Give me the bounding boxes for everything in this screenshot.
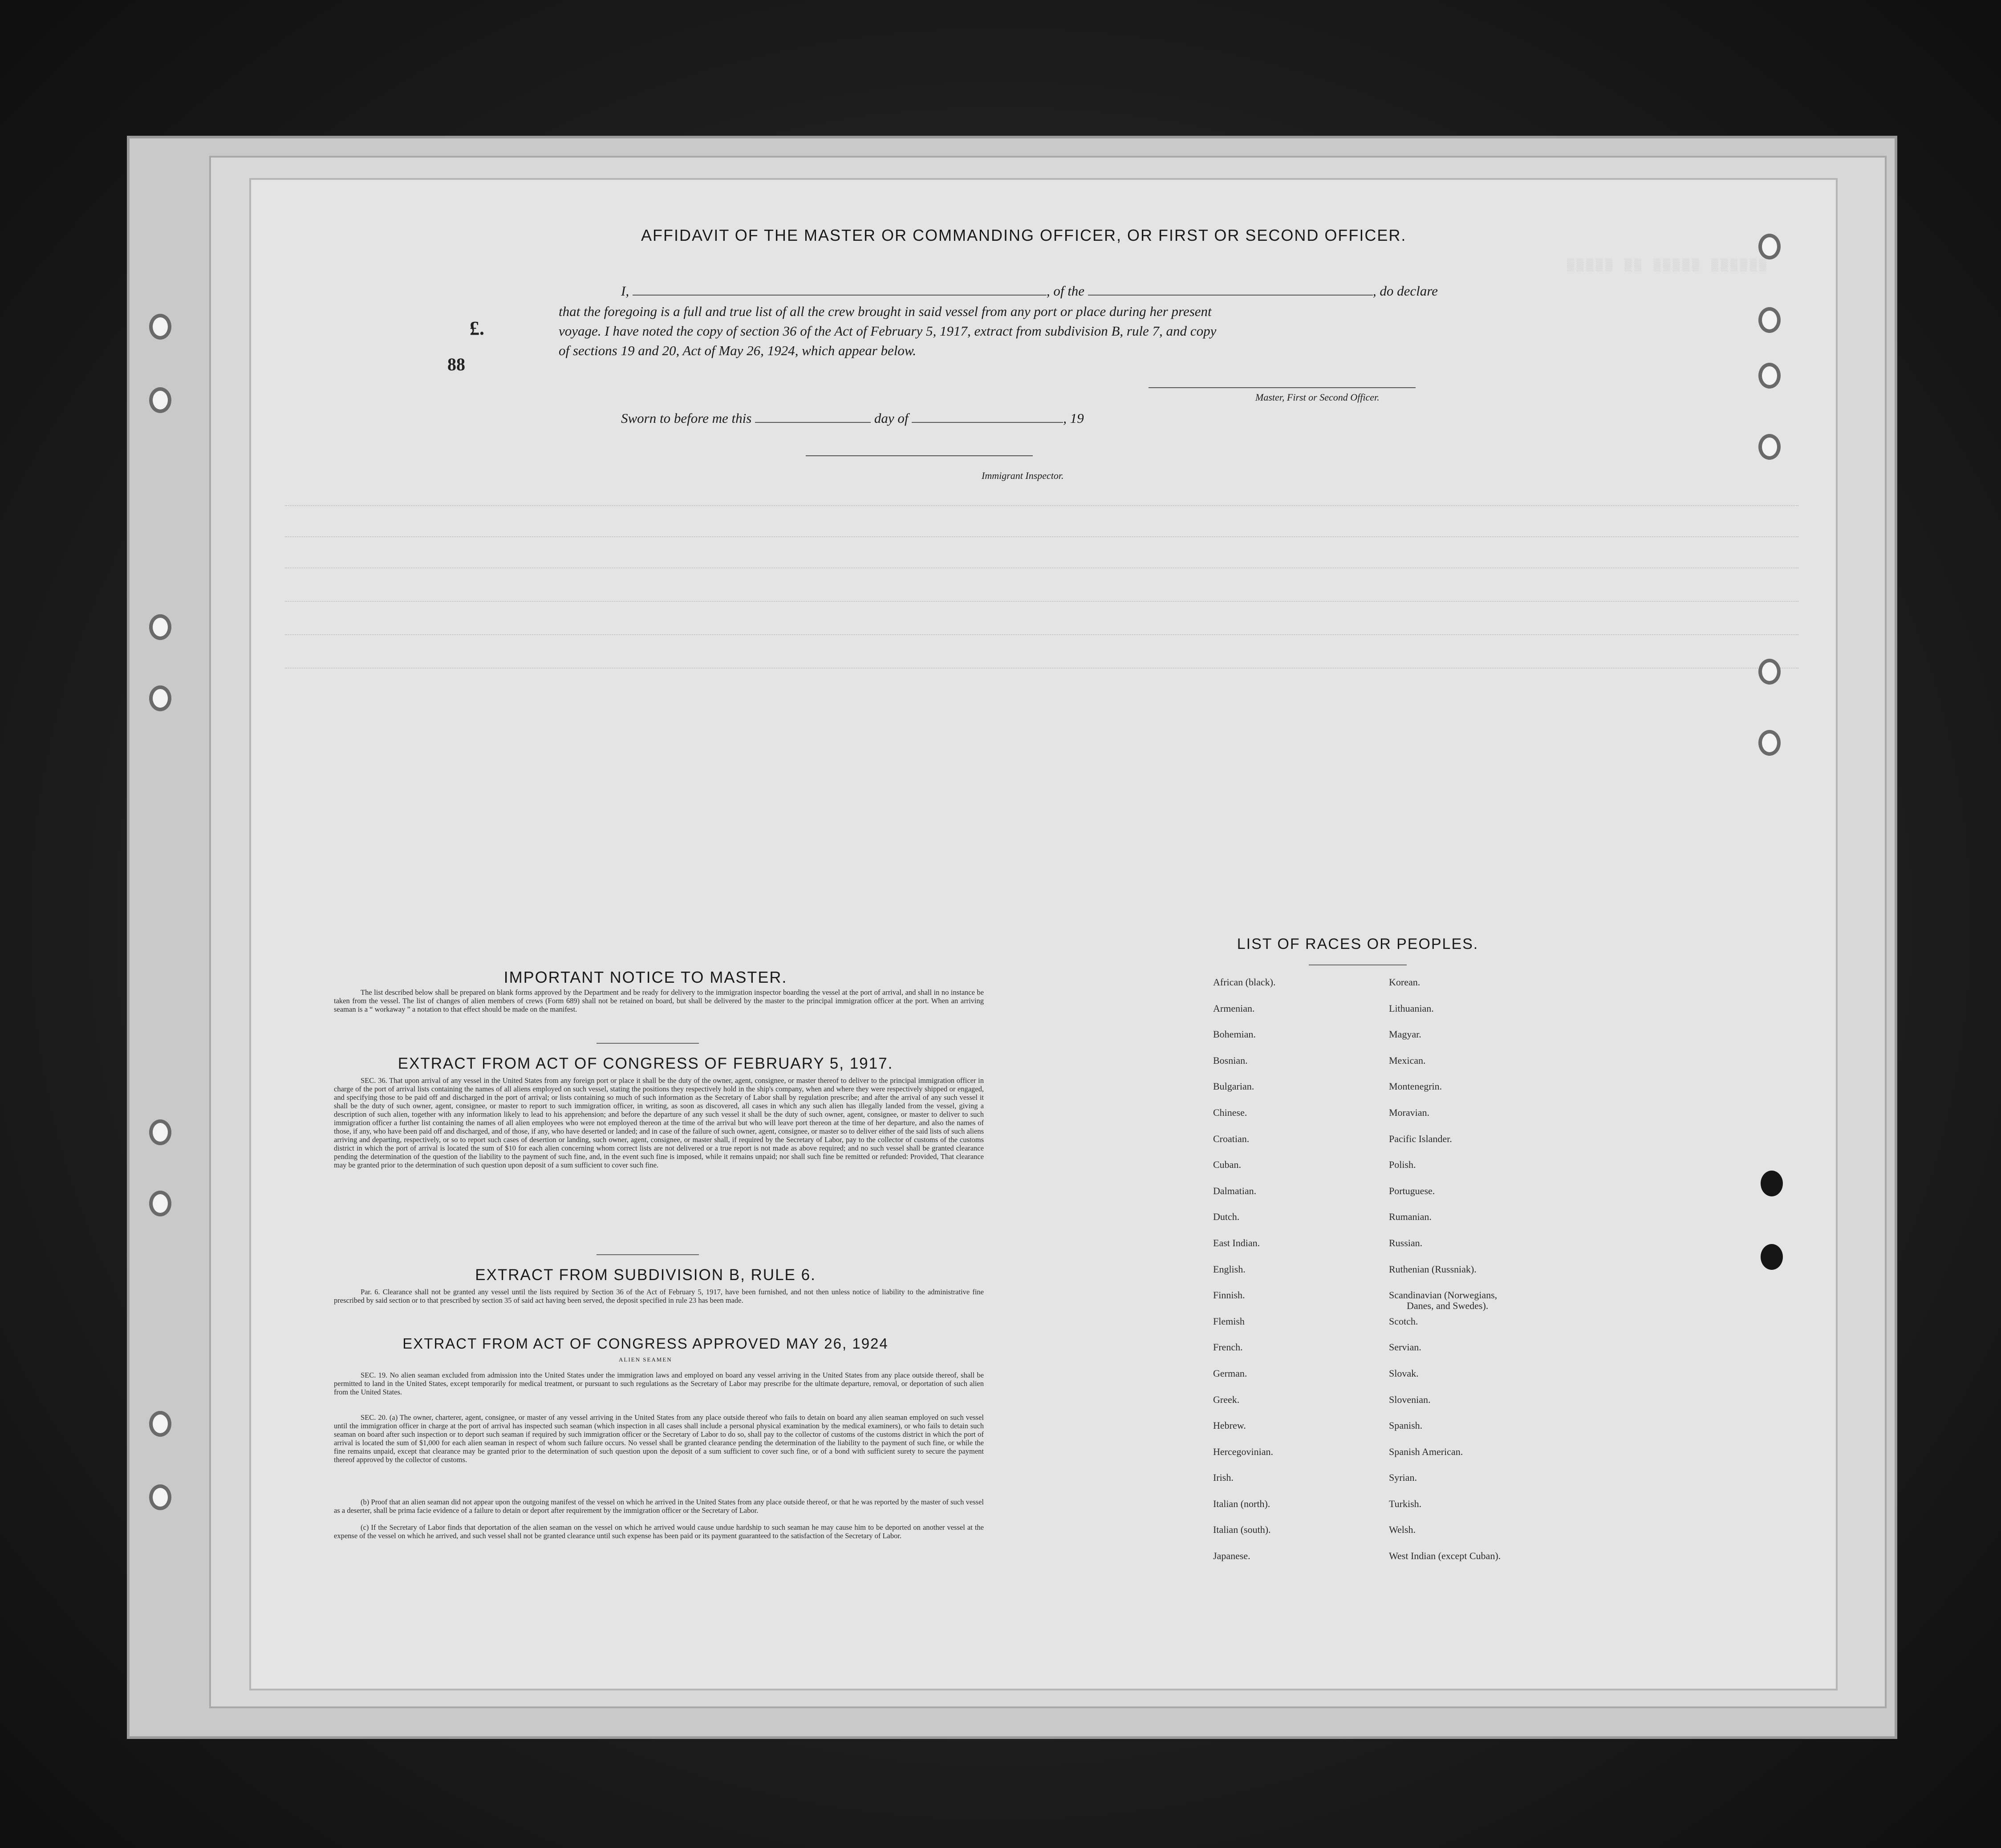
- race-item: Korean.: [1389, 977, 1421, 988]
- alien-seamen-subhead: ALIEN SEAMEN: [619, 1356, 672, 1363]
- extract-1924-sec20c: (c) If the Secretary of Labor finds that deportation of the alien seaman on the vessel on which he arrived would cause undue hardship to such seaman he may cause him to be deported on another vessel at the expense of the vessel on which he arrived, and such vessel shall not be granted clearance until such expense has been paid or its payment guaranteed to the satisfaction of the Secretary of Labor.: [334, 1523, 984, 1540]
- race-item: German.: [1213, 1367, 1247, 1379]
- race-item: Bohemian.: [1213, 1029, 1256, 1040]
- binder-hole: [1761, 1244, 1783, 1270]
- race-item: Russian.: [1389, 1237, 1423, 1248]
- binder-hole: [149, 387, 171, 413]
- extract-1924-sec19: SEC. 19. No alien seaman excluded from admission into the United States under the immigration laws and employed on board any vessel arriving in the United States from any place outside thereof, shall be permitted to land in the United States, except temporarily for medical treatment, or pursuant to such regulations as the Secretary of Labor may prescribe for the ultimate departure, removal, or deportation of such alien from the United States.: [334, 1371, 984, 1396]
- race-item: Lithuanian.: [1389, 1002, 1434, 1014]
- race-item: Moravian.: [1389, 1106, 1430, 1118]
- binder-hole: [149, 1191, 171, 1216]
- affidavit-line-4: of sections 19 and 20, Act of May 26, 1924, which appear below.: [559, 343, 917, 358]
- binder-hole: [149, 1484, 171, 1510]
- race-item: Greek.: [1213, 1394, 1240, 1405]
- sworn-month-blank: [912, 410, 1063, 423]
- binder-hole: [1758, 363, 1781, 389]
- master-signature-line: [1149, 387, 1416, 388]
- race-item: Chinese.: [1213, 1106, 1247, 1118]
- affidavit-line-1: [621, 283, 1438, 299]
- affidavit-of-the: , of the: [1046, 283, 1085, 299]
- extract-rule6-text: Par. 6. Clearance shall not be granted any vessel until the lists required by Section 36 of the Act of February 5, 1917, have been furnished, and not then unless notice of liability to the administrative fine prescribed by said section or to that prescribed by section 35 of said act having been served, the deposit specified in rule 23 has been made.: [334, 1288, 984, 1305]
- binder-hole: [1761, 1171, 1783, 1196]
- bleed-through-row: [285, 505, 1798, 506]
- race-item: English.: [1213, 1263, 1246, 1275]
- bleed-through-row: [285, 668, 1798, 669]
- races-left-column: [1213, 977, 1275, 1577]
- race-item: West Indian (except Cuban).: [1389, 1550, 1501, 1562]
- race-item: Spanish.: [1389, 1420, 1423, 1431]
- race-item: Spanish American.: [1389, 1446, 1463, 1457]
- race-item: Armenian.: [1213, 1002, 1255, 1014]
- master-caption: Master, First or Second Officer.: [1255, 392, 1380, 403]
- race-item: Cuban.: [1213, 1159, 1241, 1171]
- sworn-line: [621, 410, 1084, 426]
- race-item: Pacific Islander.: [1389, 1133, 1452, 1144]
- race-item: Croatian.: [1213, 1133, 1250, 1144]
- races-right-column: [1389, 977, 1501, 1577]
- race-item: Montenegrin.: [1389, 1081, 1442, 1092]
- race-item: Servian.: [1389, 1341, 1421, 1353]
- binder-hole: [1758, 434, 1781, 460]
- binder-hole: [149, 1119, 171, 1145]
- race-item: Finnish.: [1213, 1289, 1245, 1301]
- race-item: Flemish: [1213, 1315, 1245, 1327]
- race-item: Irish.: [1213, 1472, 1234, 1483]
- race-item: Turkish.: [1389, 1498, 1422, 1509]
- binder-hole: [149, 314, 171, 340]
- race-item: Italian (south).: [1213, 1524, 1271, 1536]
- race-item: Hebrew.: [1213, 1420, 1246, 1431]
- race-item: Japanese.: [1213, 1550, 1250, 1562]
- extract-1924-sec20b: (b) Proof that an alien seaman did not appear upon the outgoing manifest of the vessel on which he arrived in the United States from any place outside thereof, or that he was reported by the master of such vessel as a deserter, shall be prima facie evidence of a failure to detain or deport after requirement by the immigration officer or the Secretary of Labor.: [334, 1498, 984, 1515]
- handwritten-mark: 88: [447, 354, 465, 374]
- race-item: Bulgarian.: [1213, 1081, 1254, 1092]
- race-item: Slovenian.: [1389, 1394, 1431, 1405]
- race-item: Portuguese.: [1389, 1185, 1435, 1196]
- race-item: Bosnian.: [1213, 1054, 1248, 1066]
- notice-divider: [597, 1043, 699, 1044]
- binder-hole: [149, 614, 171, 640]
- bleed-through-row: [285, 601, 1798, 602]
- race-item: French.: [1213, 1341, 1243, 1353]
- affidavit-i: I,: [621, 283, 629, 299]
- race-item: Syrian.: [1389, 1472, 1417, 1483]
- name-blank: [633, 283, 1047, 296]
- day-of-label: day of: [874, 410, 909, 426]
- binder-hole: [1758, 307, 1781, 333]
- handwritten-mark: £.: [470, 317, 484, 339]
- race-item: Mexican.: [1389, 1054, 1426, 1066]
- race-item: Polish.: [1389, 1159, 1416, 1171]
- race-item-line: Danes, and Swedes).: [1407, 1300, 1489, 1312]
- sworn-label: Sworn to before me this: [621, 410, 752, 426]
- sworn-day-blank: [755, 410, 871, 423]
- extract-1917-text: SEC. 36. That upon arrival of any vessel in the United States from any foreign port or place it shall be the duty of the owner, agent, consignee, or master thereof to deliver to the principal immigration officer in charge of the port of arrival lists containing the names of all aliens employed on such vessel, stating the positions they respectively hold in the ship's company, when and where they were respectively shipped or engaged, and specifying those to be paid off and discharged in the port of arrival; or lists containing so much of such information as the Secretary of Labor shall by regulation prescribe; and after the arrival of any such vessel it shall be the duty of such owner, agent, consignee, or master to report to such immigration officer, in writing, as soon as discovered, all cases in which any such alien has illegally landed from the vessel, giving a description of such alien, together with any information likely to lead to his apprehension; and before the departure of any such vessel it shall be the duty of such owner, agent, consignee, or master to deliver to such immigration officer a further list containing the names of all alien employees who were not employed thereon at the time of the arrival but who will leave port thereon at the time of her departure, and also the names of those, if any, who have been paid off and discharged, and of those, if any, who have deserted or landed; and in case of the failure of such owner, agent, consignee, or master so to deliver either of the said lists of such aliens arriving and departing, respectively, or so to report such cases of desertion or landing, such owner, agent, consignee, or master shall, if required by the Secretary of Labor, pay to the collector of customs of the customs district in which the port of arrival is located the sum of $10 for each alien concerning whom correct lists are not delivered or a true report is not made as above required; and no such vessel shall be granted clearance pending the determination of the question of the liability to the payment of such fine, and, in the event such fine is imposed, while it remains unpaid; nor shall such fine be remitted or refunded: Provided, That clearance may be granted prior to the determination of such question upon deposit of a sum sufficient to cover such fine.: [334, 1076, 984, 1169]
- race-item: Dutch.: [1213, 1211, 1240, 1223]
- extract-1924-sec20a: SEC. 20. (a) The owner, charterer, agent, consignee, or master of any vessel arriving in the United States from any place outside thereof who fails to detain on board any alien seaman employed on such vessel until the immigration officer in charge at the port of arrival has inspected such seaman (which inspection in all cases shall include a personal physical examination by the medical examiners), or who fails to detain such seaman on board after such inspection or to deport such seaman if required by such immigration officer or the Secretary of Labor to do so, shall pay to the collector of customs of the customs district in which the port of arrival is located the sum of $1,000 for each alien seaman in respect of whom such failure occurs. No vessel shall be granted clearance pending the determination of the liability to the payment of such fine, or while the fine remains unpaid, except that clearance may be granted prior to the determination of such question upon the deposit of a sum sufficient to cover such fine, or of a bond with sufficient surety to secure the payment thereof approved by the collector of customs.: [334, 1413, 984, 1464]
- race-item-line: Scandinavian (Norwegians,: [1389, 1289, 1498, 1301]
- inspector-signature-line: [806, 455, 1033, 456]
- race-item: Welsh.: [1389, 1524, 1416, 1536]
- race-item: African (black).: [1213, 977, 1276, 988]
- affidavit-line-3: voyage. I have noted the copy of section 36 of the Act of February 5, 1917, extract from subdivision B, rule 7, and copy: [559, 323, 1217, 339]
- vessel-blank: [1088, 283, 1373, 296]
- notice-title: IMPORTANT NOTICE TO MASTER.: [503, 968, 787, 986]
- binder-hole: [149, 1411, 171, 1437]
- race-item: Ruthenian (Russniak).: [1389, 1263, 1477, 1275]
- race-item: Magyar.: [1389, 1029, 1421, 1040]
- bleed-through-row: [285, 634, 1798, 635]
- affidavit-title: AFFIDAVIT OF THE MASTER OR COMMANDING OFFICER, OR FIRST OR SECOND OFFICER.: [641, 226, 1407, 244]
- affidavit-do-declare: , do declare: [1372, 283, 1438, 299]
- bleed-through-row: [285, 536, 1798, 537]
- extract-1917-divider: [597, 1254, 699, 1255]
- inspector-caption: Immigrant Inspector.: [982, 470, 1064, 481]
- year-label: , 19: [1063, 410, 1084, 426]
- extract-1917-title: EXTRACT FROM ACT OF CONGRESS OF FEBRUARY 5, 1917.: [398, 1055, 893, 1072]
- race-item: Dalmatian.: [1213, 1185, 1257, 1196]
- bleed-through-text: ▒▒▒▒▒ ▒▒ ▒▒▒▒▒ ▒▒▒▒▒▒: [1567, 258, 1769, 272]
- binder-hole: [1758, 659, 1781, 685]
- race-item: Slovak.: [1389, 1367, 1419, 1379]
- race-item: Hercegovinian.: [1213, 1446, 1273, 1457]
- races-title: LIST OF RACES OR PEOPLES.: [1237, 936, 1479, 952]
- race-item: Italian (north).: [1213, 1498, 1270, 1509]
- bleed-through-row: [285, 567, 1798, 568]
- notice-text: The list described below shall be prepared on blank forms approved by the Department and be ready for delivery to the immigration inspector boarding the vessel at the port of arrival, and shall in no instance be taken from the vessel. The list of changes of alien members of crews (Form 689) shall not be retained on board, but shall be delivered by the master to the principal immigration officer at the port. When an arriving seaman is a “ workaway ” a notation to that effect should be made on the manifest.: [334, 988, 984, 1013]
- extract-1924-title: EXTRACT FROM ACT OF CONGRESS APPROVED MAY 26, 1924: [402, 1335, 889, 1352]
- affidavit-line-2: that the foregoing is a full and true list of all the crew brought in said vessel from any port or place during her present: [559, 304, 1212, 319]
- race-item: Rumanian.: [1389, 1211, 1432, 1223]
- race-item: [1389, 1290, 1501, 1316]
- extract-rule6-title: EXTRACT FROM SUBDIVISION B, RULE 6.: [475, 1266, 816, 1284]
- binder-hole: [1758, 234, 1781, 259]
- race-item: East Indian.: [1213, 1237, 1260, 1248]
- binder-hole: [149, 685, 171, 711]
- binder-hole: [1758, 730, 1781, 756]
- race-item: Scotch.: [1389, 1315, 1418, 1327]
